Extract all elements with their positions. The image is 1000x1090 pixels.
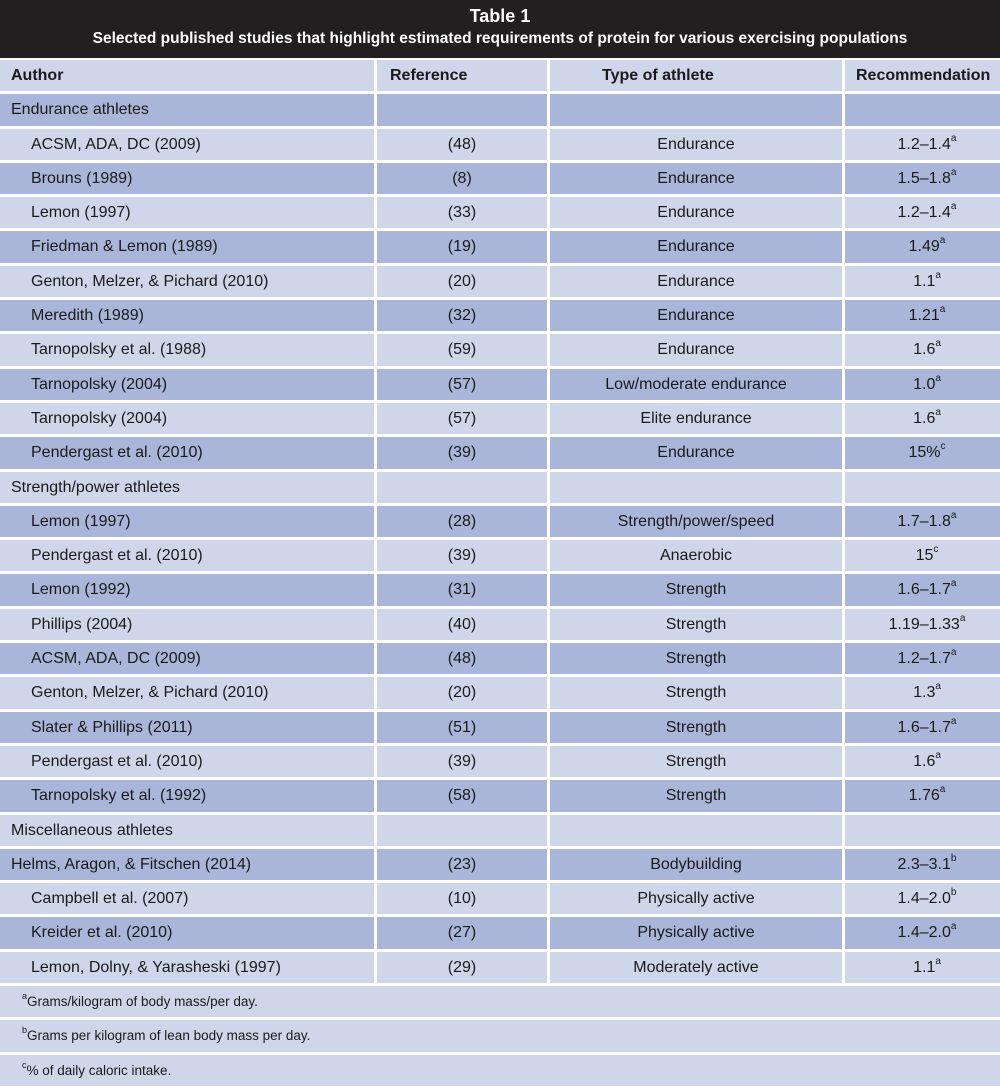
footnote-marker: a (959, 612, 966, 624)
footnote-marker: b (950, 852, 957, 864)
athlete-type-cell: Strength (550, 712, 842, 743)
table-title: Table 1 (469, 6, 531, 26)
footnote-mark: a (22, 991, 28, 1002)
recommendation-value: 15 (915, 547, 934, 565)
table-row (0, 780, 1000, 811)
reference-cell: (27) (377, 917, 547, 948)
footnote-marker: a (950, 509, 957, 521)
table-row (0, 300, 1000, 331)
footnote-marker: c (940, 441, 946, 453)
reference-cell: (39) (377, 437, 547, 468)
reference-cell: (48) (377, 129, 547, 160)
recommendation-cell (845, 472, 1000, 503)
protein-table (0, 60, 1000, 983)
athlete-type-cell (550, 94, 842, 125)
group-row (0, 815, 1000, 846)
recommendation-cell (845, 403, 1000, 434)
reference-cell: (59) (377, 334, 547, 365)
athlete-type-cell: Elite endurance (550, 403, 842, 434)
table-header-row (0, 60, 1000, 91)
group-label: Strength/power athletes (0, 472, 374, 503)
recommendation-cell (845, 574, 1000, 605)
footnote-marker: b (950, 887, 957, 899)
athlete-type-cell: Endurance (550, 231, 842, 262)
athlete-type-cell: Strength (550, 677, 842, 708)
table-row (0, 574, 1000, 605)
footnote-marker: a (950, 715, 957, 727)
table-row (0, 403, 1000, 434)
footnote-marker: a (950, 647, 957, 659)
recommendation-value: 1.5–1.8 (897, 169, 951, 187)
recommendation-value: 1.6–1.7 (897, 718, 951, 736)
recommendation-cell (845, 506, 1000, 537)
footnote-marker: a (950, 166, 957, 178)
author-cell: Lemon, Dolny, & Yarasheski (1997) (0, 952, 374, 983)
athlete-type-cell: Strength (550, 643, 842, 674)
recommendation-value: 15% (908, 444, 941, 462)
footnote-marker: a (935, 338, 941, 350)
table-row (0, 849, 1000, 880)
recommendation-value: 1.4–2.0 (897, 890, 951, 908)
recommendation-cell (845, 849, 1000, 880)
author-cell: Tarnopolsky (2004) (0, 403, 374, 434)
athlete-type-cell: Endurance (550, 334, 842, 365)
table-row (0, 540, 1000, 571)
recommendation-value: 1.0 (913, 375, 936, 393)
athlete-type-cell: Strength (550, 609, 842, 640)
author-cell: Lemon (1992) (0, 574, 374, 605)
recommendation-cell (845, 437, 1000, 468)
athlete-type-cell: Endurance (550, 437, 842, 468)
athlete-type-cell: Endurance (550, 197, 842, 228)
reference-cell: (57) (377, 403, 547, 434)
athlete-type-cell: Strength (550, 574, 842, 605)
reference-cell: (31) (377, 574, 547, 605)
footnote-mark: c (22, 1059, 27, 1070)
table-row (0, 163, 1000, 194)
recommendation-value: 1.21 (908, 307, 940, 325)
recommendation-value: 1.6 (913, 409, 936, 427)
athlete-type-cell: Strength/power/speed (550, 506, 842, 537)
table-row (0, 334, 1000, 365)
table-subtitle: Selected published studies that highlight estimated requirements of protein for various exercising populations (92, 30, 908, 47)
recommendation-value: 1.6 (913, 752, 936, 770)
recommendation-cell (845, 129, 1000, 160)
reference-cell: (8) (377, 163, 547, 194)
athlete-type-cell: Bodybuilding (550, 849, 842, 880)
table-row (0, 917, 1000, 948)
author-cell: Friedman & Lemon (1989) (0, 231, 374, 262)
table-row (0, 643, 1000, 674)
table-row (0, 437, 1000, 468)
recommendation-value: 1.2–1.7 (897, 650, 951, 668)
recommendation-cell (845, 677, 1000, 708)
author-cell: Slater & Phillips (2011) (0, 712, 374, 743)
reference-cell: (40) (377, 609, 547, 640)
recommendation-value: 1.3 (913, 684, 936, 702)
reference-cell: (20) (377, 266, 547, 297)
author-cell: Meredith (1989) (0, 300, 374, 331)
footnote-marker: a (935, 681, 941, 693)
recommendation-value: 1.1 (913, 272, 936, 290)
footnote-marker: a (935, 372, 941, 384)
table-row (0, 369, 1000, 400)
athlete-type-cell: Endurance (550, 163, 842, 194)
header-recommendation: Recommendation (845, 60, 1000, 91)
footnotes (0, 986, 1000, 1086)
author-cell: Campbell et al. (2007) (0, 883, 374, 914)
athlete-type-cell: Endurance (550, 300, 842, 331)
recommendation-cell (845, 883, 1000, 914)
athlete-type-cell: Physically active (550, 883, 842, 914)
recommendation-cell (845, 917, 1000, 948)
reference-cell: (20) (377, 677, 547, 708)
reference-cell: (48) (377, 643, 547, 674)
author-cell: Genton, Melzer, & Pichard (2010) (0, 677, 374, 708)
recommendation-value: 1.4–2.0 (897, 924, 951, 942)
author-cell: Pendergast et al. (2010) (0, 746, 374, 777)
recommendation-value: 1.49 (908, 238, 940, 256)
header-reference: Reference (377, 60, 547, 91)
table-row (0, 231, 1000, 262)
recommendation-value: 1.1 (913, 958, 936, 976)
author-cell: Lemon (1997) (0, 197, 374, 228)
footnote-marker: a (950, 201, 957, 213)
table-row (0, 746, 1000, 777)
footnote-marker: a (950, 132, 957, 144)
recommendation-cell (845, 94, 1000, 125)
athlete-type-cell: Strength (550, 746, 842, 777)
recommendation-value: 1.76 (908, 787, 940, 805)
author-cell: Helms, Aragon, & Fitschen (2014) (0, 849, 374, 880)
table-row (0, 712, 1000, 743)
reference-cell: (58) (377, 780, 547, 811)
recommendation-cell (845, 231, 1000, 262)
athlete-type-cell: Physically active (550, 917, 842, 948)
reference-cell (377, 815, 547, 846)
recommendation-cell (845, 163, 1000, 194)
reference-cell: (23) (377, 849, 547, 880)
recommendation-cell (845, 540, 1000, 571)
recommendation-cell (845, 609, 1000, 640)
recommendation-cell (845, 746, 1000, 777)
recommendation-cell (845, 300, 1000, 331)
athlete-type-cell: Endurance (550, 266, 842, 297)
recommendation-cell (845, 334, 1000, 365)
recommendation-cell (845, 197, 1000, 228)
table-row (0, 197, 1000, 228)
author-cell: ACSM, ADA, DC (2009) (0, 129, 374, 160)
author-cell: Pendergast et al. (2010) (0, 540, 374, 571)
recommendation-cell (845, 780, 1000, 811)
recommendation-value: 1.2–1.4 (897, 135, 951, 153)
group-row (0, 472, 1000, 503)
author-cell: Brouns (1989) (0, 163, 374, 194)
athlete-type-cell: Strength (550, 780, 842, 811)
recommendation-value: 1.7–1.8 (897, 512, 951, 530)
group-row (0, 94, 1000, 125)
recommendation-cell (845, 643, 1000, 674)
athlete-type-cell: Endurance (550, 129, 842, 160)
table-row (0, 952, 1000, 983)
author-cell: Tarnopolsky et al. (1992) (0, 780, 374, 811)
recommendation-cell (845, 369, 1000, 400)
reference-cell: (57) (377, 369, 547, 400)
footnote-marker: a (950, 921, 957, 933)
author-cell: Tarnopolsky et al. (1988) (0, 334, 374, 365)
recommendation-cell (845, 712, 1000, 743)
table-row (0, 883, 1000, 914)
reference-cell: (51) (377, 712, 547, 743)
recommendation-cell (845, 815, 1000, 846)
recommendation-value: 1.6 (913, 341, 936, 359)
recommendation-value: 1.19–1.33 (888, 615, 960, 633)
table-row (0, 129, 1000, 160)
footnote-text: Grams/kilogram of body mass/per day. (27, 994, 258, 1010)
footnote-marker: a (939, 235, 946, 247)
athlete-type-cell (550, 472, 842, 503)
header-type-of-athlete: Type of athlete (550, 60, 842, 91)
footnote (0, 1055, 1000, 1086)
table-row (0, 609, 1000, 640)
reference-cell (377, 472, 547, 503)
table-row (0, 677, 1000, 708)
footnote-marker: a (935, 269, 941, 281)
header-author: Author (0, 60, 374, 91)
athlete-type-cell: Low/moderate endurance (550, 369, 842, 400)
reference-cell: (33) (377, 197, 547, 228)
footnote-marker: a (935, 749, 941, 761)
reference-cell: (29) (377, 952, 547, 983)
athlete-type-cell: Moderately active (550, 952, 842, 983)
group-label: Endurance athletes (0, 94, 374, 125)
recommendation-value: 1.2–1.4 (897, 204, 951, 222)
reference-cell: (28) (377, 506, 547, 537)
athlete-type-cell: Anaerobic (550, 540, 842, 571)
recommendation-value: 2.3–3.1 (897, 855, 951, 873)
footnote-mark: b (22, 1025, 28, 1036)
footnote-text: Grams per kilogram of lean body mass per day. (27, 1028, 311, 1044)
reference-cell: (10) (377, 883, 547, 914)
author-cell: Phillips (2004) (0, 609, 374, 640)
recommendation-cell (845, 266, 1000, 297)
reference-cell: (19) (377, 231, 547, 262)
author-cell: Pendergast et al. (2010) (0, 437, 374, 468)
recommendation-cell (845, 952, 1000, 983)
group-label: Miscellaneous athletes (0, 815, 374, 846)
reference-cell: (39) (377, 540, 547, 571)
footnote (0, 986, 1000, 1017)
footnote-marker: a (939, 304, 946, 316)
author-cell: Tarnopolsky (2004) (0, 369, 374, 400)
footnote-marker: a (939, 784, 946, 796)
table-row (0, 266, 1000, 297)
recommendation-value: 1.6–1.7 (897, 581, 951, 599)
footnote-text: % of daily caloric intake. (26, 1062, 172, 1078)
author-cell: Genton, Melzer, & Pichard (2010) (0, 266, 374, 297)
author-cell: Lemon (1997) (0, 506, 374, 537)
reference-cell: (39) (377, 746, 547, 777)
author-cell: ACSM, ADA, DC (2009) (0, 643, 374, 674)
footnote-marker: a (935, 406, 941, 418)
author-cell: Kreider et al. (2010) (0, 917, 374, 948)
athlete-type-cell (550, 815, 842, 846)
table-row (0, 506, 1000, 537)
table-caption (0, 0, 1000, 58)
footnote-marker: c (933, 544, 939, 556)
reference-cell (377, 94, 547, 125)
footnote-marker: a (950, 578, 957, 590)
footnote (0, 1020, 1000, 1051)
reference-cell: (32) (377, 300, 547, 331)
footnote-marker: a (935, 955, 941, 967)
